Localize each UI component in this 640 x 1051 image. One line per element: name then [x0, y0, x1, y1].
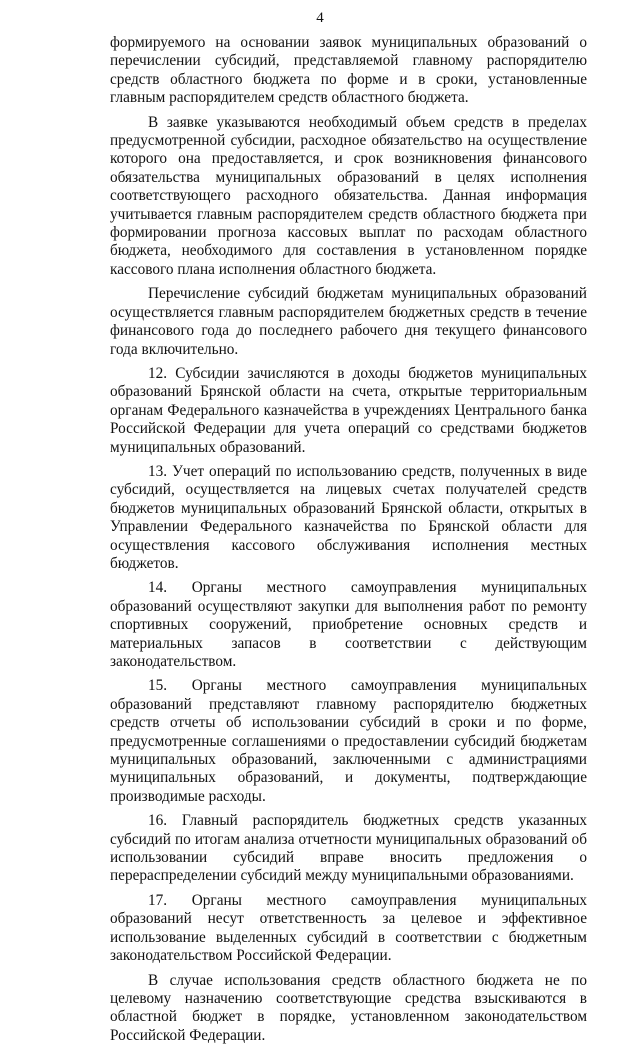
clause-15: 15. Органы местного самоуправления муниципальных образований представляют главному распорядителю бюджетных средств отчеты об использовании субсидий в сроки и по форме, предусмотренные соглашениями о предоставлении субсидий бюджетам муниципальных образований, заключенными с администрациями муниципальных образований, и документы, подтверждающие производимые расходы. [110, 677, 587, 805]
clause-16: 16. Главный распорядитель бюджетных средств указанных субсидий по итогам анализа отчетности муниципальных образований об использовании субсидий вправе вносить предложения о перераспределении субсидий между муниципальными образованиями. [110, 812, 587, 885]
clause-14: 14. Органы местного самоуправления муниципальных образований осуществляют закупки для выполнения работ по ремонту спортивных сооружений, приобретение основных средств и материальных запасов в соответствии с действующим законодательством. [110, 579, 587, 670]
paragraph-transfer-of-subsidies: Перечисление субсидий бюджетам муниципальных образований осуществляется главным распорядителем бюджетных средств в течение финансового года до последнего рабочего дня текущего финансового года включительно. [110, 285, 587, 358]
paragraph-application-contents: В заявке указываются необходимый объем средств в пределах предусмотренной субсидии, расходное обязательство на осуществление которого она предоставляется, и срок возникновения финансового обязательства муниципальных образований в целях исполнения соответствующего расходного обязательства. Данная информация учитывается главным распорядителем средств областного бюджета при формировании прогноза кассовых выплат по расходам областного бюджета, необходимого для составления в установленном порядке кассового плана исполнения областного бюджета. [110, 113, 587, 278]
clause-13: 13. Учет операций по использованию средств, полученных в виде субсидий, осуществляется на лицевых счетах получателей средств бюджетов муниципальных образований Брянской области, открытых в Управлении Федерального казначейства по Брянской области для осуществления кассового обслуживания исполнения местных бюджетов. [110, 462, 587, 572]
document-body [110, 34, 587, 1051]
paragraph-misuse-recovery: В случае использования средств областного бюджета не по целевому назначению соответствующие средства взыскиваются в областной бюджет в порядке, установленном законодательством Российской Федерации. [110, 971, 587, 1044]
clause-12: 12. Субсидии зачисляются в доходы бюджетов муниципальных образований Брянской области на счета, открытые территориальным органам Федерального казначейства в учреждениях Центрального банка Российской Федерации для учета операций со средствами бюджетов муниципальных образований. [110, 364, 587, 456]
page-number: 4 [316, 10, 324, 26]
clause-17: 17. Органы местного самоуправления муниципальных образований несут ответственность за целевое и эффективное использование выделенных субсидий в соответствии с бюджетным законодательством Российской Федерации. [110, 891, 587, 965]
paragraph-continuation: формируемого на основании заявок муниципальных образований о перечислении субсидий, представляемой главному распорядителю средств областного бюджета по форме и в сроки, установленные главным распорядителем средств областного бюджета. [110, 34, 587, 107]
